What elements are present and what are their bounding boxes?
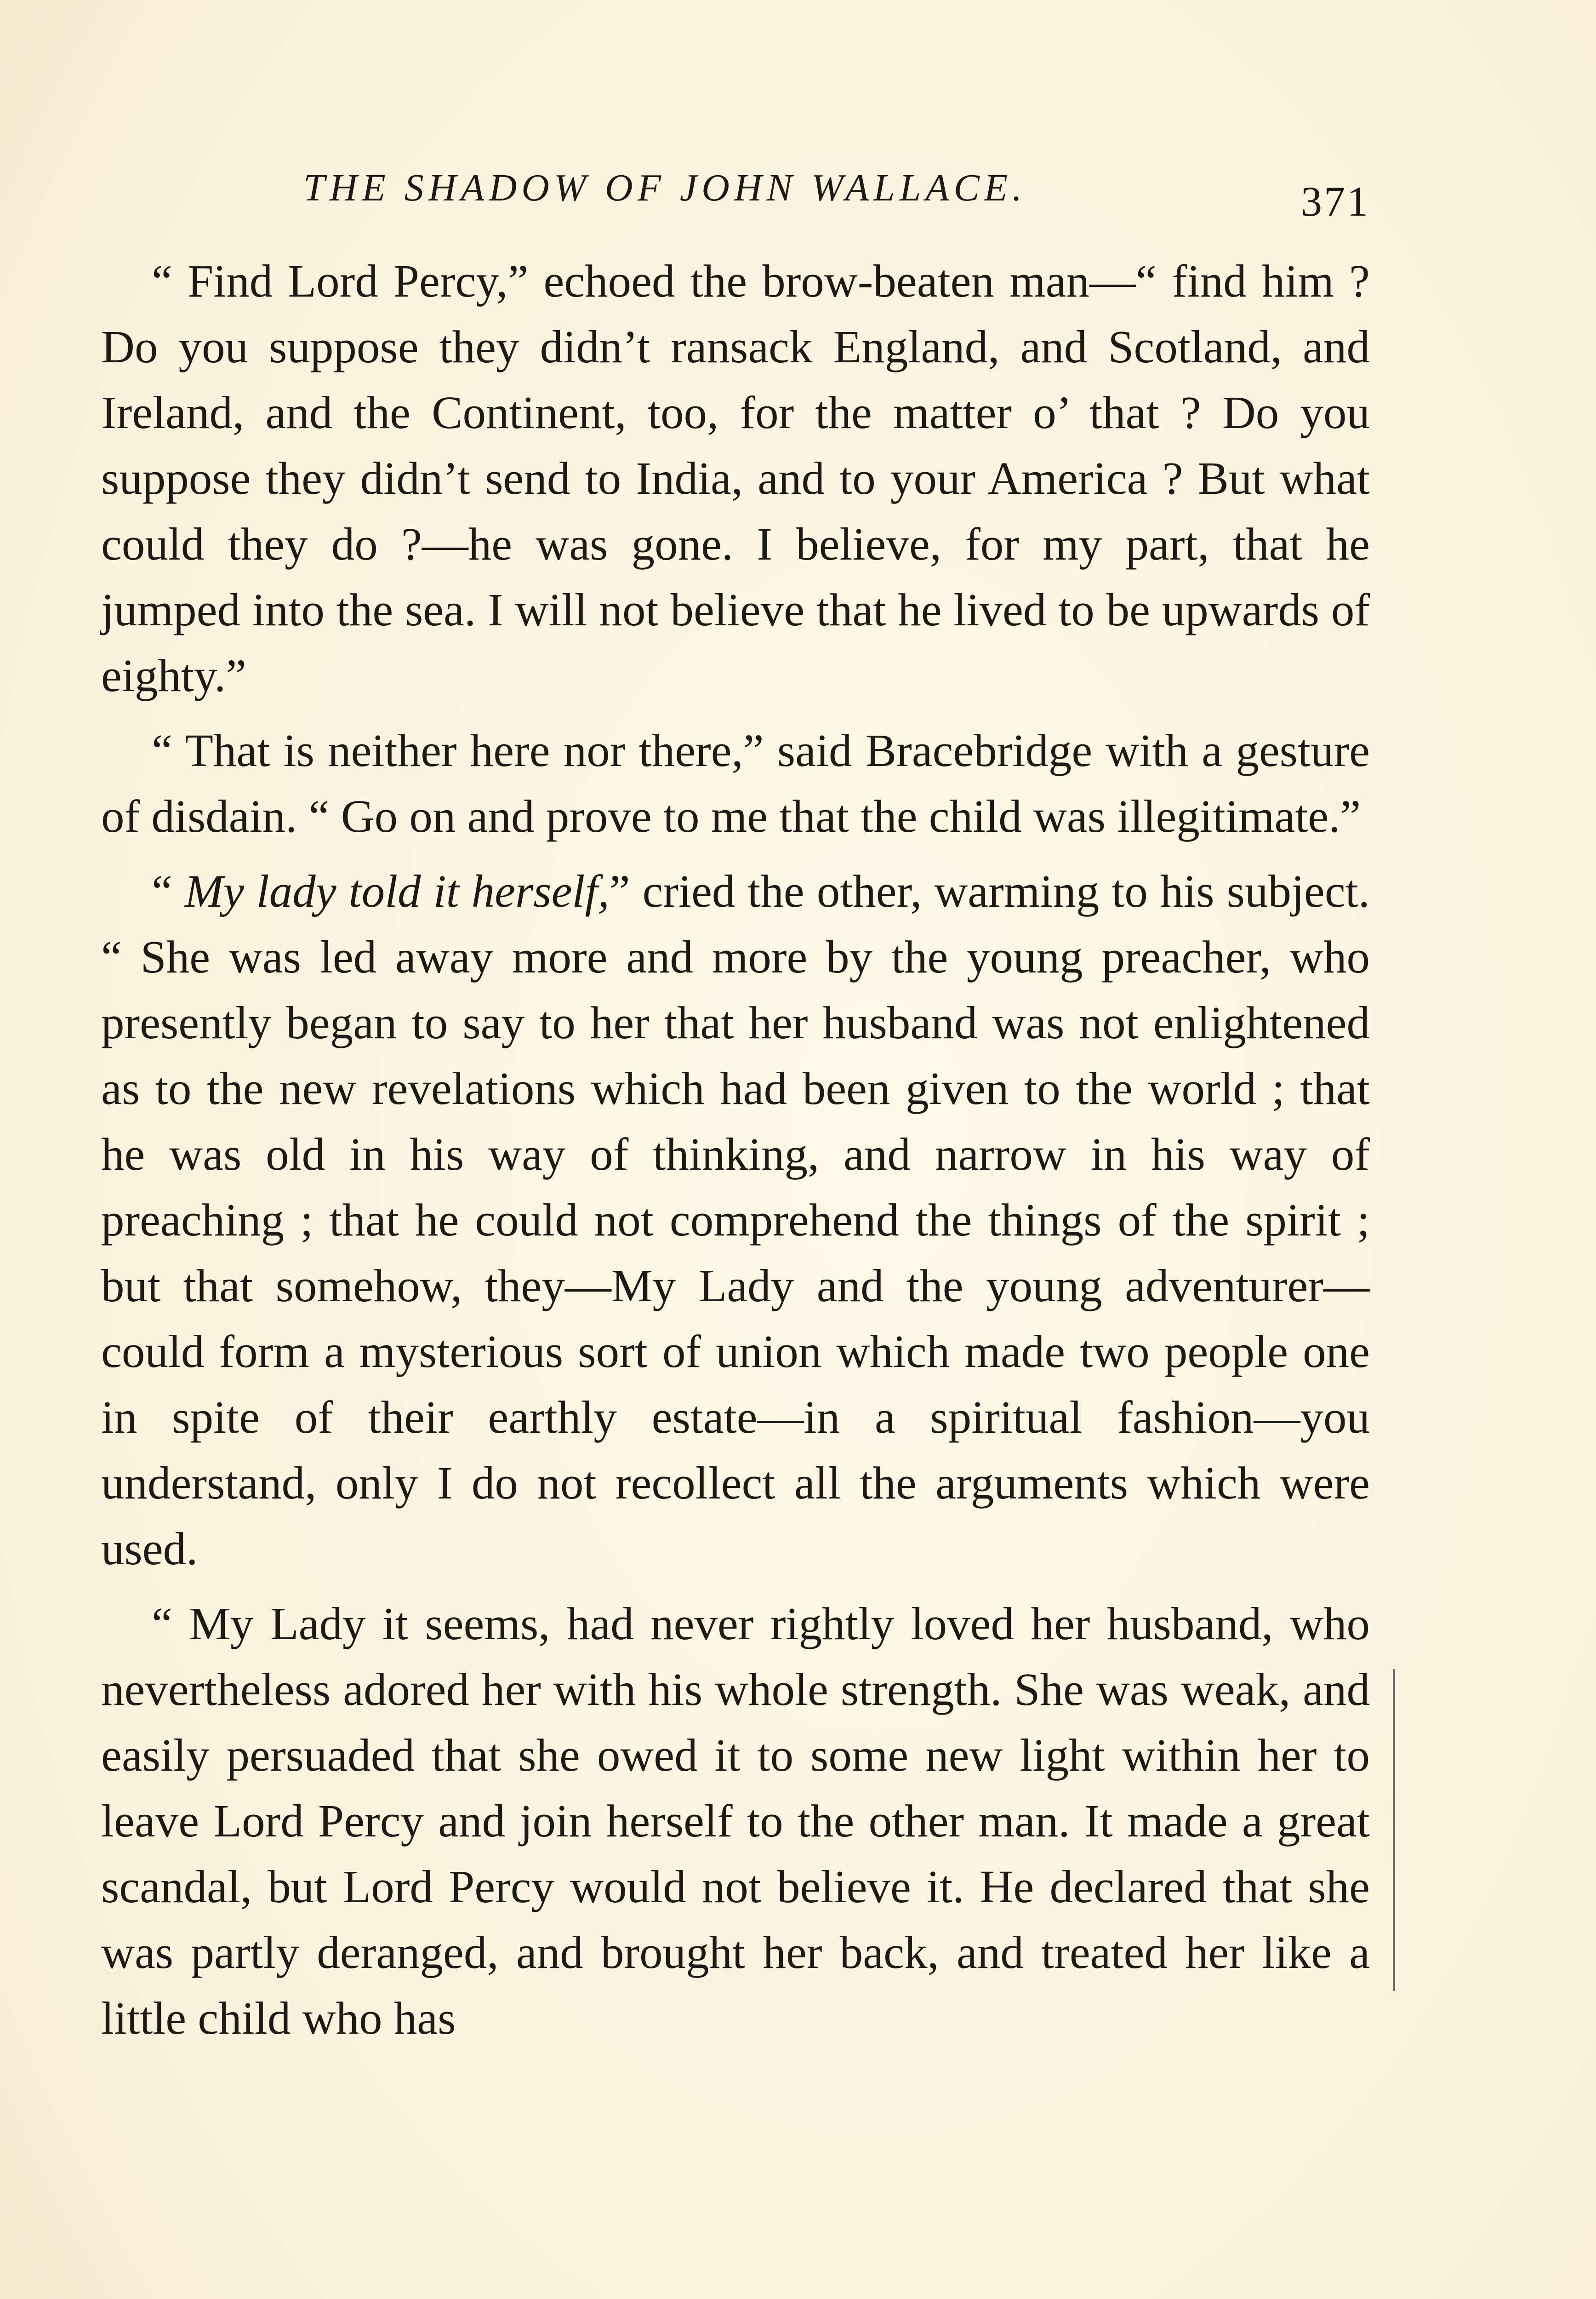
margin-mark (1393, 1669, 1395, 1991)
paragraph-3-text: ” cried the other, warming to his subject. “ She was led away more and more by the young preacher, who presently began to say to her that her husband was not enlightened as to the new revelations which had been given to the world ; that he was old in his way of thinking, and narrow in his way of preaching ; that he could not comprehend the things of the spirit ; but that somehow, they—My Lady and the young adventurer—could form a mysterious sort of union which made two people one in spite of their earthly estate—in a spiritual fashion—you understand, only I do not recollect all the arguments which were used. (101, 865, 1370, 1574)
paragraph-2: “ That is neither here nor there,” said Bracebridge with a gesture of disdain. “ Go on and prove to me that the child was illegitimate.” (101, 725, 1370, 842)
paragraph-1: “ Find Lord Percy,” echoed the brow-beaten man—“ find him ? Do you suppose they didn’t ransack England, and Scotland, and Ireland, and the Continent, too, for the matter o’ that ? Do you suppose they didn’t send to India, and to your America ? But what could they do ?—he was gone. I believe, for my part, that he jumped into the sea. I will not believe that he lived to be upwards of eighty.” (101, 255, 1370, 701)
page-number: 371 (1301, 178, 1370, 225)
running-title: THE SHADOW OF JOHN WALLACE. (303, 166, 1027, 209)
paragraph-3 (101, 858, 1370, 1582)
page-header (101, 156, 1370, 225)
paragraph-4: “ My Lady it seems, had never rightly loved her husband, who nevertheless adored her with his whole strength. She was weak, and easily persuaded that she owed it to some new light within her to leave Lord Percy and join herself to the other man. It made a great scandal, but Lord Percy would not believe it. He declared that she was partly deranged, and brought her back, and treated her like a little child who has (101, 1598, 1370, 2044)
paragraph-3-lead: “ (152, 865, 185, 917)
body-text (101, 248, 1370, 2060)
paragraph-3-italic: My lady told it herself, (184, 865, 610, 917)
